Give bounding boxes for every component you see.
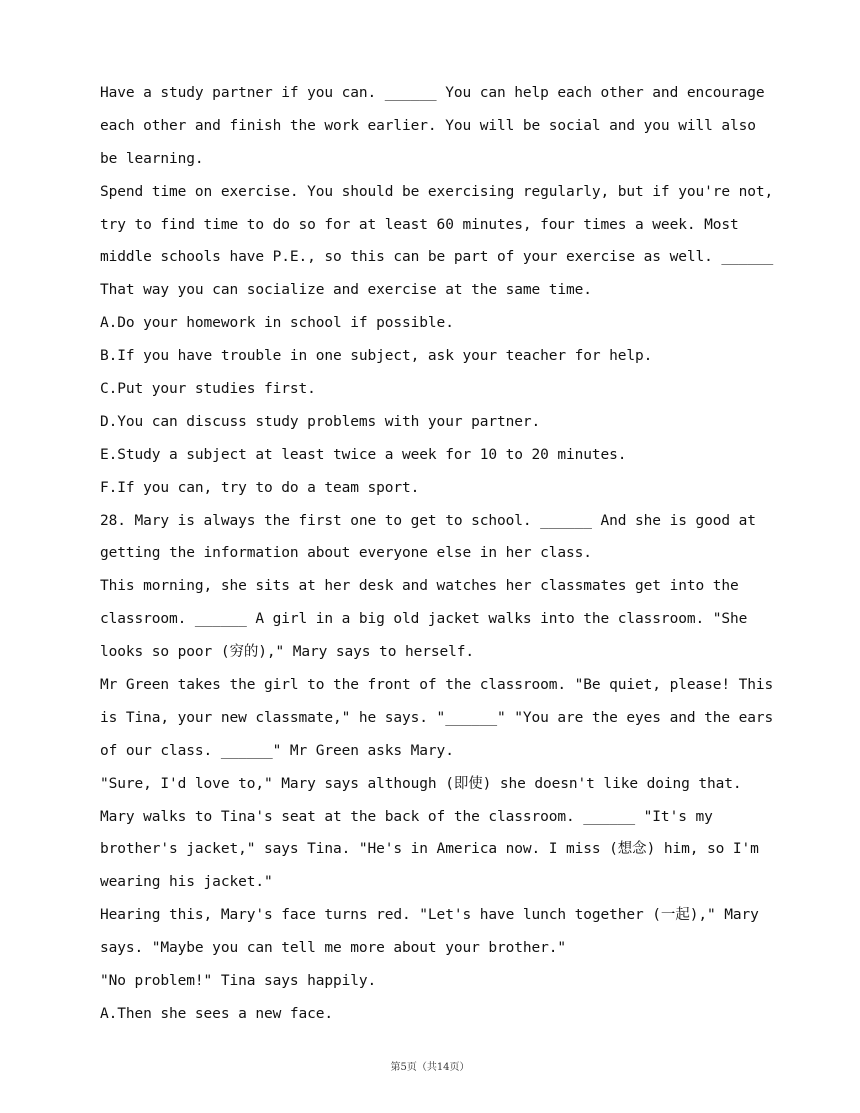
text-line: is Tina, your new classmate," he says. "______" "You are the eyes and the ears bbox=[100, 709, 774, 726]
text-line: "No problem!" Tina says happily. bbox=[100, 973, 377, 990]
text-line: Spend time on exercise. You should be exercising regularly, but if you're not, bbox=[100, 183, 774, 200]
text-line: wearing his jacket." bbox=[100, 874, 273, 891]
option-b: B.If you have trouble in one subject, ask your teacher for help. bbox=[100, 348, 653, 365]
option-e: E.Study a subject at least twice a week for 10 to 20 minutes. bbox=[100, 446, 627, 463]
text-line: says. "Maybe you can tell me more about your brother." bbox=[100, 940, 567, 957]
text-line: looks so poor (穷的)," Mary says to herself. bbox=[100, 644, 474, 661]
option-c: C.Put your studies first. bbox=[100, 381, 316, 398]
text-line: That way you can socialize and exercise at the same time. bbox=[100, 282, 592, 299]
text-line: classroom. ______ A girl in a big old jacket walks into the classroom. "She bbox=[100, 611, 748, 628]
text-line: each other and finish the work earlier. You will be social and you will also bbox=[100, 117, 756, 134]
text-line: middle schools have P.E., so this can be part of your exercise as well. ______ bbox=[100, 249, 774, 266]
text-line: getting the information about everyone else in her class. bbox=[100, 545, 592, 562]
text-line: of our class. ______" Mr Green asks Mary. bbox=[100, 742, 454, 759]
option-a: A.Do your homework in school if possible. bbox=[100, 315, 454, 332]
text-line: Mary walks to Tina's seat at the back of the classroom. ______ "It's my bbox=[100, 808, 713, 825]
text-line: This morning, she sits at her desk and watches her classmates get into the bbox=[100, 578, 739, 595]
page-footer: 第5页（共14页） bbox=[390, 1062, 470, 1073]
option-d: D.You can discuss study problems with your partner. bbox=[100, 413, 541, 430]
text-line: Mr Green takes the girl to the front of the classroom. "Be quiet, please! This bbox=[100, 677, 774, 694]
text-line: try to find time to do so for at least 60 minutes, four times a week. Most bbox=[100, 216, 739, 233]
option-f: F.If you can, try to do a team sport. bbox=[100, 479, 420, 496]
text-line: Hearing this, Mary's face turns red. "Let's have lunch together (一起)," Mary bbox=[100, 907, 759, 924]
text-line: Have a study partner if you can. ______ You can help each other and encourage bbox=[100, 85, 765, 101]
text-line: be learning. bbox=[100, 150, 204, 167]
document-body bbox=[100, 77, 774, 1031]
text-line: "Sure, I'd love to," Mary says although (即使) she doesn't like doing that. bbox=[100, 775, 742, 792]
question-28: 28. Mary is always the first one to get to school. ______ And she is good at bbox=[100, 512, 756, 529]
option-a: A.Then she sees a new face. bbox=[100, 1005, 334, 1022]
text-line: brother's jacket," says Tina. "He's in America now. I miss (想念) him, so I'm bbox=[100, 841, 759, 858]
